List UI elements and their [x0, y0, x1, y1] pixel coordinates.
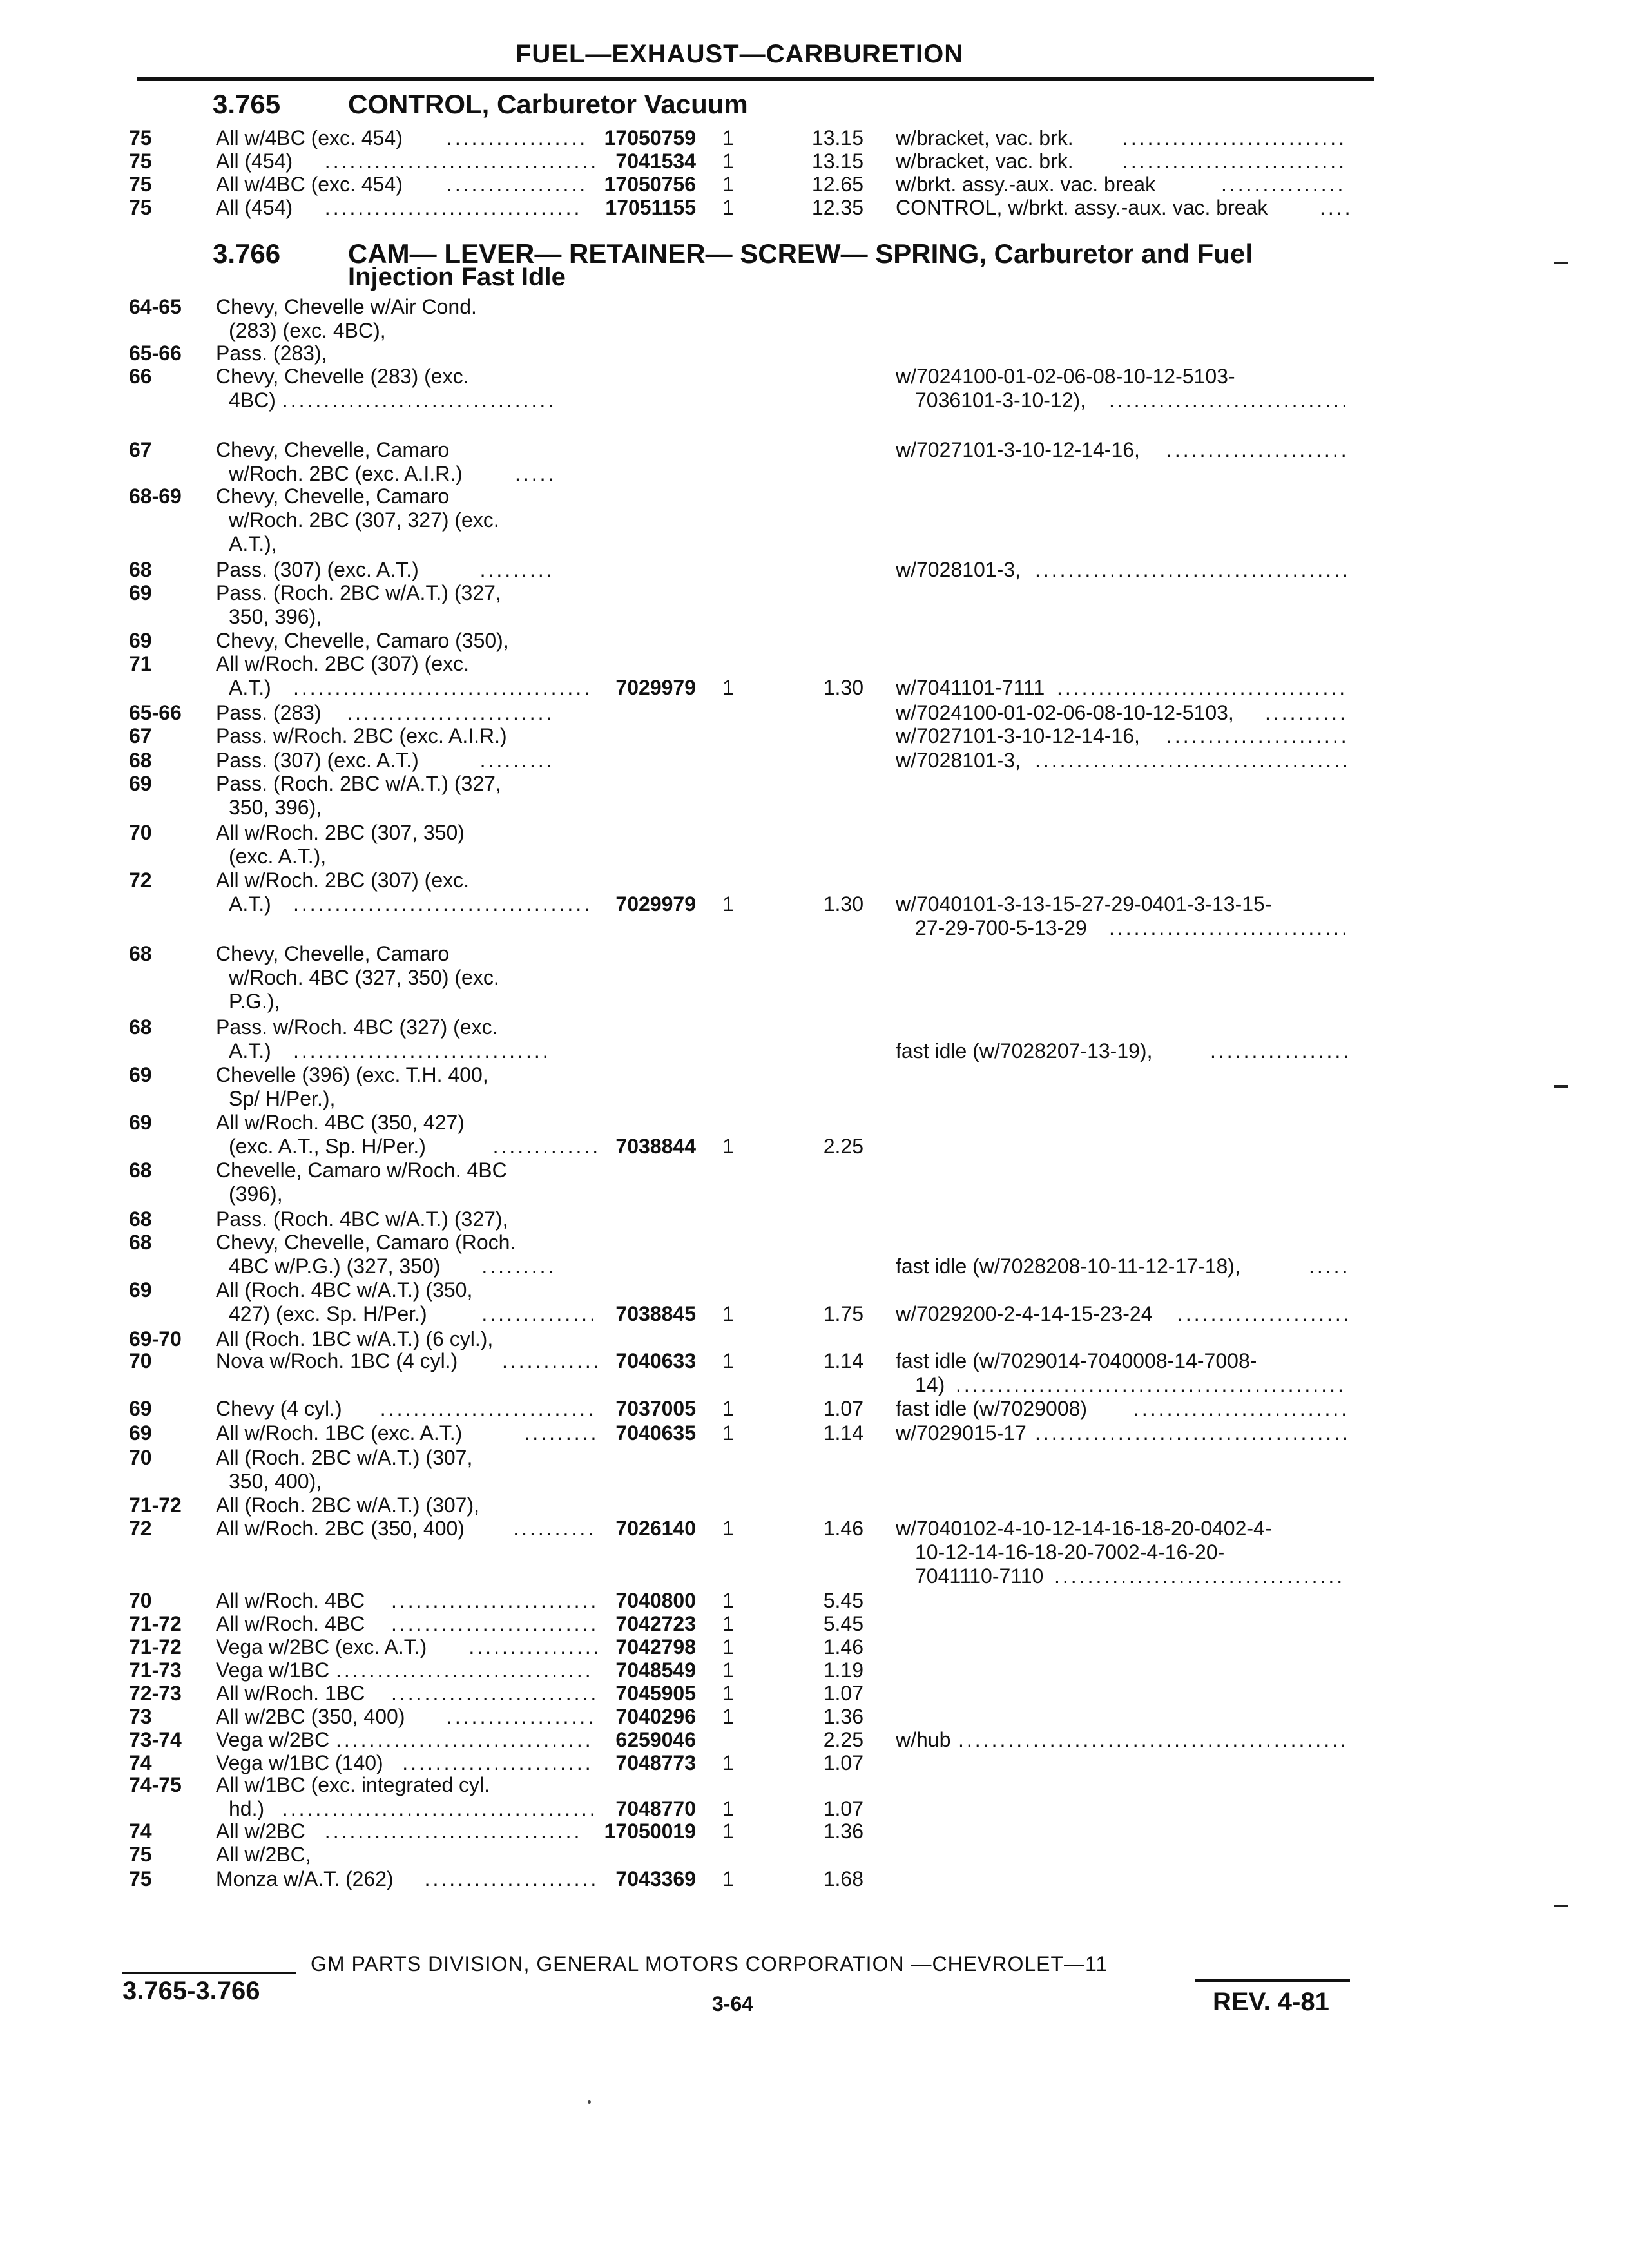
part-number: 7045905: [615, 1682, 696, 1705]
model-year: 70: [129, 1446, 152, 1469]
remarks-text: 27-29-700-5-13-29: [915, 916, 1087, 939]
application-description: All (454): [216, 149, 293, 173]
model-year: 73: [129, 1705, 152, 1728]
model-year: 72: [129, 1517, 152, 1540]
application-description: Chevy, Chevelle, Camaro: [216, 485, 450, 508]
dot-leader: .........................: [391, 1589, 599, 1612]
application-description: w/Roch. 2BC (exc. A.I.R.): [229, 462, 463, 485]
footer-section-range: 3.765-3.766: [122, 1977, 260, 2005]
margin-tick: [1554, 262, 1568, 264]
model-year: 75: [129, 149, 152, 173]
dot-leader: ....................................: [293, 892, 593, 916]
dot-leader: .........: [479, 558, 555, 581]
part-number: 7037005: [615, 1397, 696, 1420]
dot-leader: .....................: [1177, 1302, 1352, 1325]
footer-rule-left: [122, 1972, 296, 1974]
remarks-text: w/7024100-01-02-06-08-10-12-5103-: [896, 365, 1235, 388]
part-number: 7042723: [615, 1612, 696, 1635]
scan-speck: [588, 2100, 591, 2104]
quantity: 1: [722, 1135, 734, 1158]
application-description: w/Roch. 2BC (307, 327) (exc.: [229, 508, 499, 532]
section-number: 3.765: [213, 89, 281, 119]
application-description: Chevy, Chevelle w/Air Cond.: [216, 295, 477, 318]
dot-leader: ..........................: [380, 1397, 596, 1420]
quantity: 1: [722, 1751, 734, 1774]
remarks-text: fast idle (w/7029008): [896, 1397, 1088, 1420]
model-year: 75: [129, 1867, 152, 1890]
dot-leader: .........: [524, 1421, 599, 1445]
model-year: 69: [129, 581, 152, 604]
application-description: All w/Roch. 4BC: [216, 1589, 365, 1612]
list-price: 1.14: [823, 1421, 863, 1445]
list-price: 1.07: [823, 1682, 863, 1705]
dot-leader: .........................: [347, 701, 555, 724]
remarks-text: CONTROL, w/brkt. assy.-aux. vac. break: [896, 196, 1268, 219]
remarks-text: 7036101-3-10-12),: [915, 389, 1086, 412]
application-description: Pass. (307) (exc. A.T.): [216, 749, 419, 772]
section-number: 3.766: [213, 238, 281, 269]
model-year: 68: [129, 1015, 152, 1039]
list-price: 1.46: [823, 1635, 863, 1658]
application-description: Pass. (307) (exc. A.T.): [216, 558, 419, 581]
list-price: 1.07: [823, 1397, 863, 1420]
part-number: 7038845: [615, 1302, 696, 1325]
part-number: 7043369: [615, 1867, 696, 1890]
list-price: 2.25: [823, 1135, 863, 1158]
remarks-text: w/7029015-17: [896, 1421, 1027, 1445]
quantity: 1: [722, 892, 734, 916]
quantity: 1: [722, 1612, 734, 1635]
application-description: (exc. A.T., Sp. H/Per.): [229, 1135, 426, 1158]
application-description: All w/Roch. 2BC (307) (exc.: [216, 869, 470, 892]
list-price: 13.15: [811, 149, 863, 173]
dot-leader: .....................: [424, 1867, 599, 1890]
part-number: 7048549: [615, 1658, 696, 1682]
application-description: All w/Roch. 4BC (350, 427): [216, 1111, 465, 1134]
dot-leader: .................................: [324, 149, 599, 173]
model-year: 73-74: [129, 1728, 182, 1751]
header-divider: [137, 77, 1374, 81]
model-year: 75: [129, 1843, 152, 1866]
list-price: 1.46: [823, 1517, 863, 1540]
part-number: 7042798: [615, 1635, 696, 1658]
dot-leader: .............: [492, 1135, 601, 1158]
dot-leader: ......................................: [1035, 1421, 1351, 1445]
model-year: 68-69: [129, 485, 182, 508]
list-price: 1.36: [823, 1820, 863, 1843]
model-year: 70: [129, 1589, 152, 1612]
application-description: Chevy, Chevelle, Camaro: [216, 438, 450, 461]
application-description: Vega w/1BC (140): [216, 1751, 383, 1774]
margin-tick: [1554, 1085, 1568, 1088]
application-description: All w/4BC (exc. 454): [216, 173, 403, 196]
dot-leader: ......................................: [282, 1797, 598, 1820]
list-price: 1.75: [823, 1302, 863, 1325]
application-description: Chevy, Chevelle, Camaro (350),: [216, 629, 509, 652]
application-description: All w/Roch. 1BC: [216, 1682, 365, 1705]
section-title: CAM— LEVER— RETAINER— SCREW— SPRING, Carburetor and Fuel: [348, 238, 1253, 269]
list-price: 13.15: [811, 126, 863, 149]
part-number: 7038844: [615, 1135, 696, 1158]
application-description: Chevy (4 cyl.): [216, 1397, 342, 1420]
model-year: 71: [129, 652, 152, 675]
dot-leader: .................: [1210, 1039, 1352, 1062]
part-number: 17050019: [604, 1820, 696, 1843]
dot-leader: ..................: [447, 1705, 597, 1728]
model-year: 70: [129, 821, 152, 844]
remarks-text: 14): [915, 1373, 945, 1396]
application-description: w/Roch. 4BC (327, 350) (exc.: [229, 966, 499, 989]
application-description: Pass. (283): [216, 701, 322, 724]
remarks-text: w/7028101-3,: [896, 558, 1021, 581]
list-price: 1.07: [823, 1797, 863, 1820]
remarks-text: w/7040101-3-13-15-27-29-0401-3-13-15-: [896, 892, 1272, 916]
quantity: 1: [722, 1797, 734, 1820]
dot-leader: ..........: [513, 1517, 597, 1540]
model-year: 71-72: [129, 1494, 182, 1517]
remarks-text: fast idle (w/7028207-13-19),: [896, 1039, 1153, 1062]
application-description: Vega w/2BC (exc. A.T.): [216, 1635, 427, 1658]
dot-leader: .........................: [391, 1682, 599, 1705]
application-description: A.T.): [229, 676, 271, 699]
list-price: 5.45: [823, 1612, 863, 1635]
model-year: 64-65: [129, 295, 182, 318]
application-description: Chevy, Chevelle, Camaro (Roch.: [216, 1231, 516, 1254]
model-year: 68: [129, 749, 152, 772]
application-description: P.G.),: [229, 990, 280, 1013]
application-description: Pass. w/Roch. 4BC (327) (exc.: [216, 1015, 498, 1039]
quantity: 1: [722, 1589, 734, 1612]
dot-leader: ...........................: [1123, 149, 1347, 173]
application-description: Nova w/Roch. 1BC (4 cyl.): [216, 1349, 458, 1372]
model-year: 69-70: [129, 1327, 182, 1350]
part-number: 7040633: [615, 1349, 696, 1372]
quantity: 1: [722, 1682, 734, 1705]
application-description: Monza w/A.T. (262): [216, 1867, 394, 1890]
model-year: 72-73: [129, 1682, 182, 1705]
dot-leader: .........: [481, 1254, 557, 1278]
application-description: All w/Roch. 2BC (307, 350): [216, 821, 465, 844]
application-description: Pass. (Roch. 2BC w/A.T.) (327,: [216, 581, 501, 604]
application-description: All w/Roch. 1BC (exc. A.T.): [216, 1421, 463, 1445]
application-description: 350, 396),: [229, 796, 322, 819]
application-description: (exc. A.T.),: [229, 845, 327, 868]
application-description: All (Roch. 4BC w/A.T.) (350,: [216, 1278, 473, 1302]
application-description: Pass. (Roch. 2BC w/A.T.) (327,: [216, 772, 501, 795]
part-number: 7048770: [615, 1797, 696, 1820]
remarks-text: w/7028101-3,: [896, 749, 1021, 772]
model-year: 74: [129, 1820, 152, 1843]
remarks-text: fast idle (w/7029014-7040008-14-7008-: [896, 1349, 1257, 1372]
dot-leader: ..........................: [1133, 1397, 1350, 1420]
dot-leader: ............: [502, 1349, 602, 1372]
model-year: 71-72: [129, 1635, 182, 1658]
list-price: 1.30: [823, 892, 863, 916]
remarks-text: w/7029200-2-4-14-15-23-24: [896, 1302, 1153, 1325]
dot-leader: ......................: [1166, 438, 1349, 461]
list-price: 1.19: [823, 1658, 863, 1682]
remarks-text: w/bracket, vac. brk.: [896, 149, 1074, 173]
application-description: Sp/ H/Per.),: [229, 1087, 336, 1110]
dot-leader: ...................................: [1054, 1564, 1345, 1588]
dot-leader: .................: [447, 173, 588, 196]
remarks-text: w/brkt. assy.-aux. vac. break: [896, 173, 1156, 196]
model-year: 71-73: [129, 1658, 182, 1682]
model-year: 67: [129, 724, 152, 747]
application-description: All (Roch. 2BC w/A.T.) (307),: [216, 1494, 479, 1517]
model-year: 69: [129, 629, 152, 652]
quantity: 1: [722, 196, 734, 219]
application-description: Chevy, Chevelle (283) (exc.: [216, 365, 469, 388]
remarks-text: w/bracket, vac. brk.: [896, 126, 1074, 149]
list-price: 1.14: [823, 1349, 863, 1372]
dot-leader: .......................: [402, 1751, 593, 1774]
model-year: 75: [129, 126, 152, 149]
part-number: 17051155: [605, 196, 696, 219]
model-year: 68: [129, 1207, 152, 1231]
model-year: 70: [129, 1349, 152, 1372]
model-year: 65-66: [129, 341, 182, 365]
dot-leader: .........: [479, 749, 555, 772]
application-description: 350, 396),: [229, 605, 322, 628]
application-description: Vega w/2BC: [216, 1728, 330, 1751]
dot-leader: .........................: [391, 1612, 599, 1635]
dot-leader: .....: [515, 462, 557, 485]
model-year: 65-66: [129, 701, 182, 724]
quantity: 1: [722, 1421, 734, 1445]
part-number: 7040296: [615, 1705, 696, 1728]
dot-leader: ...............................................: [958, 1728, 1349, 1751]
list-price: 5.45: [823, 1589, 863, 1612]
part-number: 7041534: [615, 149, 696, 173]
application-description: All w/2BC: [216, 1820, 305, 1843]
dot-leader: ...................................: [1057, 676, 1348, 699]
dot-leader: ...............................: [324, 1820, 583, 1843]
list-price: 1.68: [823, 1867, 863, 1890]
remarks-text: w/hub: [896, 1728, 951, 1751]
footer-revision: REV. 4-81: [1213, 1988, 1329, 2016]
application-description: Pass. (Roch. 4BC w/A.T.) (327),: [216, 1207, 508, 1231]
part-number: 7029979: [615, 676, 696, 699]
quantity: 1: [722, 126, 734, 149]
model-year: 69: [129, 1063, 152, 1086]
application-description: A.T.),: [229, 532, 277, 555]
quantity: 1: [722, 1867, 734, 1890]
list-price: 12.65: [811, 173, 863, 196]
model-year: 74: [129, 1751, 152, 1774]
part-number: 7040635: [615, 1421, 696, 1445]
application-description: Chevy, Chevelle, Camaro: [216, 942, 450, 965]
part-number: 7029979: [615, 892, 696, 916]
model-year: 69: [129, 1421, 152, 1445]
footer-page-number: 3-64: [712, 1992, 754, 2015]
model-year: 68: [129, 1231, 152, 1254]
model-year: 69: [129, 1397, 152, 1420]
application-description: All w/Roch. 2BC (307) (exc.: [216, 652, 470, 675]
application-description: Chevelle (396) (exc. T.H. 400,: [216, 1063, 488, 1086]
model-year: 68: [129, 942, 152, 965]
application-description: A.T.): [229, 892, 271, 916]
dot-leader: ....................................: [293, 676, 593, 699]
quantity: 1: [722, 1302, 734, 1325]
application-description: Vega w/1BC: [216, 1658, 330, 1682]
application-description: All w/2BC (350, 400): [216, 1705, 405, 1728]
dot-leader: ...............................: [324, 196, 583, 219]
remarks-text: w/7027101-3-10-12-14-16,: [896, 724, 1140, 747]
model-year: 72: [129, 869, 152, 892]
dot-leader: ..............: [481, 1302, 598, 1325]
quantity: 1: [722, 1635, 734, 1658]
application-description: Chevelle, Camaro w/Roch. 4BC: [216, 1158, 507, 1182]
application-description: All (454): [216, 196, 293, 219]
application-description: All (Roch. 1BC w/A.T.) (6 cyl.),: [216, 1327, 494, 1350]
part-number: 7026140: [615, 1517, 696, 1540]
section-title: Injection Fast Idle: [348, 263, 566, 291]
model-year: 67: [129, 438, 152, 461]
dot-leader: ......................................: [1035, 749, 1351, 772]
footer-corporation: GM PARTS DIVISION, GENERAL MOTORS CORPORATION —CHEVROLET—11: [311, 1952, 1108, 1975]
remarks-text: w/7024100-01-02-06-08-10-12-5103,: [896, 701, 1234, 724]
remarks-text: 10-12-14-16-18-20-7002-4-16-20-: [915, 1541, 1225, 1564]
application-description: hd.): [229, 1797, 265, 1820]
list-price: 2.25: [823, 1728, 863, 1751]
part-number: 17050756: [604, 173, 696, 196]
application-description: (396),: [229, 1182, 283, 1206]
quantity: 1: [722, 676, 734, 699]
application-description: All w/2BC,: [216, 1843, 311, 1866]
remarks-text: w/7040102-4-10-12-14-16-18-20-0402-4-: [896, 1517, 1272, 1540]
dot-leader: ....: [1320, 196, 1353, 219]
application-description: 4BC): [229, 389, 276, 412]
dot-leader: ......................................: [1035, 558, 1351, 581]
model-year: 75: [129, 196, 152, 219]
model-year: 74-75: [129, 1773, 182, 1796]
quantity: 1: [722, 149, 734, 173]
model-year: 71-72: [129, 1612, 182, 1635]
list-price: 1.36: [823, 1705, 863, 1728]
application-description: (283) (exc. 4BC),: [229, 319, 386, 342]
dot-leader: .............................: [1109, 916, 1350, 939]
quantity: 1: [722, 173, 734, 196]
footer-rule-right: [1195, 1979, 1350, 1982]
quantity: 1: [722, 1397, 734, 1420]
model-year: 75: [129, 173, 152, 196]
dot-leader: ...............: [1221, 173, 1346, 196]
application-description: All w/1BC (exc. integrated cyl.: [216, 1773, 490, 1796]
application-description: All w/Roch. 4BC: [216, 1612, 365, 1635]
page-header-title: FUEL—EXHAUST—CARBURETION: [516, 40, 964, 68]
dot-leader: ...............................................: [956, 1373, 1346, 1396]
quantity: 1: [722, 1349, 734, 1372]
dot-leader: ..........: [1265, 701, 1348, 724]
application-description: 427) (exc. Sp. H/Per.): [229, 1302, 427, 1325]
part-number: 17050759: [604, 126, 696, 149]
dot-leader: ......................: [1166, 724, 1349, 747]
list-price: 12.35: [811, 196, 863, 219]
application-description: A.T.): [229, 1039, 271, 1062]
quantity: 1: [722, 1517, 734, 1540]
application-description: All w/Roch. 2BC (350, 400): [216, 1517, 465, 1540]
model-year: 69: [129, 1278, 152, 1302]
dot-leader: .....: [1309, 1254, 1351, 1278]
application-description: 4BC w/P.G.) (327, 350): [229, 1254, 441, 1278]
remarks-text: fast idle (w/7028208-10-11-12-17-18),: [896, 1254, 1240, 1278]
remarks-text: w/7027101-3-10-12-14-16,: [896, 438, 1140, 461]
model-year: 69: [129, 1111, 152, 1134]
application-description: 350, 400),: [229, 1470, 322, 1493]
list-price: 1.30: [823, 676, 863, 699]
dot-leader: .................: [447, 126, 588, 149]
dot-leader: ...............................: [336, 1728, 593, 1751]
dot-leader: .............................: [1109, 389, 1350, 412]
dot-leader: .................................: [282, 389, 557, 412]
model-year: 66: [129, 365, 152, 388]
dot-leader: ................: [468, 1635, 602, 1658]
quantity: 1: [722, 1658, 734, 1682]
part-number: 7048773: [615, 1751, 696, 1774]
dot-leader: ...............................: [336, 1658, 593, 1682]
margin-tick: [1554, 1905, 1568, 1907]
remarks-text: 7041110-7110: [915, 1564, 1044, 1588]
part-number: 6259046: [615, 1728, 696, 1751]
section-title: CONTROL, Carburetor Vacuum: [348, 89, 748, 119]
model-year: 68: [129, 558, 152, 581]
dot-leader: ...........................: [1123, 126, 1347, 149]
application-description: Pass. (283),: [216, 341, 327, 365]
remarks-text: w/7041101-7111: [896, 676, 1045, 699]
list-price: 1.07: [823, 1751, 863, 1774]
application-description: Pass. w/Roch. 2BC (exc. A.I.R.): [216, 724, 507, 747]
model-year: 69: [129, 772, 152, 795]
application-description: All w/4BC (exc. 454): [216, 126, 403, 149]
dot-leader: ...............................: [293, 1039, 551, 1062]
quantity: 1: [722, 1820, 734, 1843]
model-year: 68: [129, 1158, 152, 1182]
quantity: 1: [722, 1705, 734, 1728]
application-description: All (Roch. 2BC w/A.T.) (307,: [216, 1446, 473, 1469]
part-number: 7040800: [615, 1589, 696, 1612]
